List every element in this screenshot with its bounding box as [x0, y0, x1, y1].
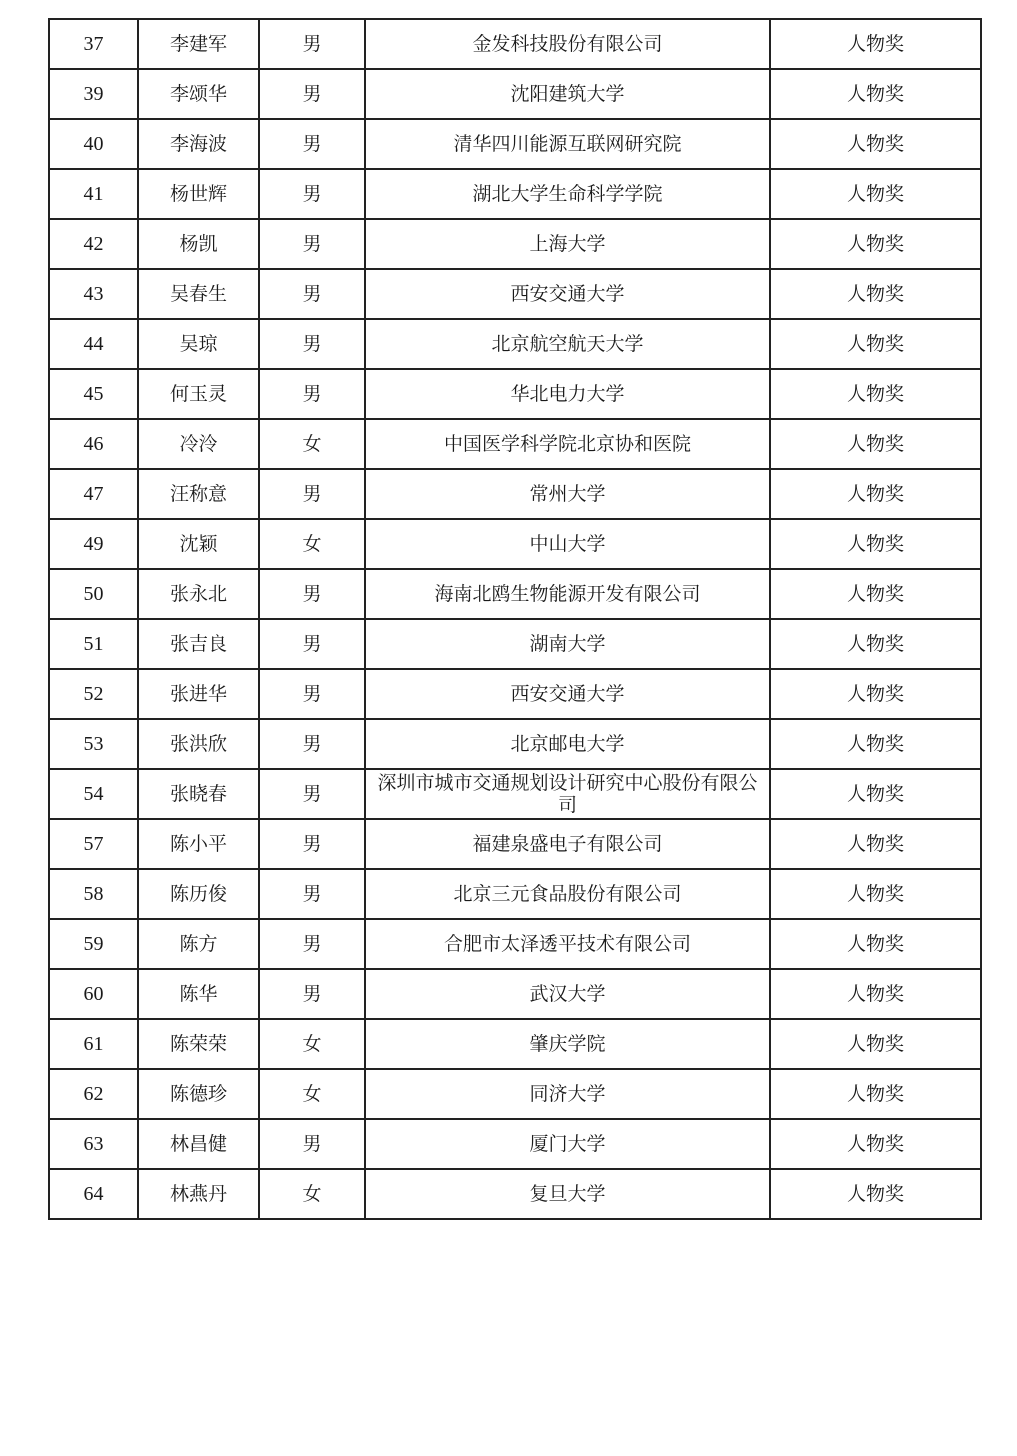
row-number: 37	[49, 19, 138, 69]
award-type: 人物奖	[770, 469, 981, 519]
award-type: 人物奖	[770, 169, 981, 219]
person-name: 陈华	[138, 969, 259, 1019]
row-number: 54	[49, 769, 138, 819]
organization: 西安交通大学	[365, 669, 770, 719]
award-type: 人物奖	[770, 769, 981, 819]
person-name: 陈小平	[138, 819, 259, 869]
award-type: 人物奖	[770, 869, 981, 919]
table-row	[49, 1169, 981, 1219]
person-name: 张永北	[138, 569, 259, 619]
table-row	[49, 719, 981, 769]
table-row	[49, 1069, 981, 1119]
organization: 湖北大学生命科学学院	[365, 169, 770, 219]
table-body	[49, 19, 981, 1219]
row-number: 51	[49, 619, 138, 669]
row-number: 44	[49, 319, 138, 369]
organization: 中山大学	[365, 519, 770, 569]
row-number: 47	[49, 469, 138, 519]
row-number: 43	[49, 269, 138, 319]
organization: 金发科技股份有限公司	[365, 19, 770, 69]
award-type: 人物奖	[770, 1069, 981, 1119]
organization: 北京航空航天大学	[365, 319, 770, 369]
organization: 深圳市城市交通规划设计研究中心股份有限公司	[365, 769, 770, 819]
organization: 北京邮电大学	[365, 719, 770, 769]
row-number: 60	[49, 969, 138, 1019]
gender: 男	[259, 869, 365, 919]
table-row	[49, 969, 981, 1019]
gender: 男	[259, 369, 365, 419]
gender: 男	[259, 19, 365, 69]
gender: 男	[259, 1119, 365, 1169]
gender: 女	[259, 1019, 365, 1069]
row-number: 63	[49, 1119, 138, 1169]
row-number: 59	[49, 919, 138, 969]
award-type: 人物奖	[770, 69, 981, 119]
organization: 合肥市太泽透平技术有限公司	[365, 919, 770, 969]
award-type: 人物奖	[770, 819, 981, 869]
person-name: 杨凯	[138, 219, 259, 269]
organization: 华北电力大学	[365, 369, 770, 419]
person-name: 沈颖	[138, 519, 259, 569]
organization: 武汉大学	[365, 969, 770, 1019]
organization: 海南北鸥生物能源开发有限公司	[365, 569, 770, 619]
row-number: 58	[49, 869, 138, 919]
award-type: 人物奖	[770, 669, 981, 719]
person-name: 吴琼	[138, 319, 259, 369]
row-number: 57	[49, 819, 138, 869]
gender: 男	[259, 569, 365, 619]
table-row	[49, 769, 981, 819]
table-row	[49, 319, 981, 369]
table-row	[49, 669, 981, 719]
person-name: 吴春生	[138, 269, 259, 319]
table-row	[49, 519, 981, 569]
table-row	[49, 169, 981, 219]
organization: 西安交通大学	[365, 269, 770, 319]
person-name: 张洪欣	[138, 719, 259, 769]
person-name: 冷泠	[138, 419, 259, 469]
row-number: 49	[49, 519, 138, 569]
organization: 湖南大学	[365, 619, 770, 669]
organization: 上海大学	[365, 219, 770, 269]
gender: 女	[259, 1169, 365, 1219]
gender: 男	[259, 619, 365, 669]
gender: 男	[259, 819, 365, 869]
person-name: 何玉灵	[138, 369, 259, 419]
table-row	[49, 619, 981, 669]
table-row	[49, 1019, 981, 1069]
gender: 男	[259, 669, 365, 719]
award-type: 人物奖	[770, 619, 981, 669]
person-name: 张进华	[138, 669, 259, 719]
person-name: 汪称意	[138, 469, 259, 519]
organization: 福建泉盛电子有限公司	[365, 819, 770, 869]
table-row	[49, 869, 981, 919]
person-name: 林燕丹	[138, 1169, 259, 1219]
gender: 男	[259, 169, 365, 219]
row-number: 42	[49, 219, 138, 269]
award-type: 人物奖	[770, 969, 981, 1019]
award-type: 人物奖	[770, 369, 981, 419]
row-number: 50	[49, 569, 138, 619]
organization: 中国医学科学院北京协和医院	[365, 419, 770, 469]
row-number: 45	[49, 369, 138, 419]
gender: 女	[259, 1069, 365, 1119]
gender: 男	[259, 719, 365, 769]
organization: 复旦大学	[365, 1169, 770, 1219]
award-type: 人物奖	[770, 19, 981, 69]
row-number: 40	[49, 119, 138, 169]
gender: 男	[259, 69, 365, 119]
organization: 清华四川能源互联网研究院	[365, 119, 770, 169]
table-row	[49, 1119, 981, 1169]
table-row	[49, 69, 981, 119]
person-name: 张吉良	[138, 619, 259, 669]
table-row	[49, 569, 981, 619]
gender: 女	[259, 519, 365, 569]
award-type: 人物奖	[770, 1119, 981, 1169]
award-list-table	[48, 18, 982, 1220]
award-type: 人物奖	[770, 319, 981, 369]
table-row	[49, 369, 981, 419]
table-row	[49, 219, 981, 269]
document-page	[48, 18, 982, 1220]
award-type: 人物奖	[770, 1019, 981, 1069]
organization: 常州大学	[365, 469, 770, 519]
award-type: 人物奖	[770, 419, 981, 469]
row-number: 41	[49, 169, 138, 219]
award-type: 人物奖	[770, 569, 981, 619]
organization: 同济大学	[365, 1069, 770, 1119]
row-number: 64	[49, 1169, 138, 1219]
table-row	[49, 419, 981, 469]
person-name: 杨世辉	[138, 169, 259, 219]
gender: 男	[259, 319, 365, 369]
gender: 女	[259, 419, 365, 469]
table-row	[49, 119, 981, 169]
award-type: 人物奖	[770, 1169, 981, 1219]
row-number: 61	[49, 1019, 138, 1069]
table-row	[49, 819, 981, 869]
award-type: 人物奖	[770, 519, 981, 569]
person-name: 陈德珍	[138, 1069, 259, 1119]
person-name: 林昌健	[138, 1119, 259, 1169]
person-name: 李建军	[138, 19, 259, 69]
table-row	[49, 19, 981, 69]
gender: 男	[259, 769, 365, 819]
row-number: 53	[49, 719, 138, 769]
organization: 厦门大学	[365, 1119, 770, 1169]
person-name: 张晓春	[138, 769, 259, 819]
gender: 男	[259, 919, 365, 969]
organization: 北京三元食品股份有限公司	[365, 869, 770, 919]
award-type: 人物奖	[770, 269, 981, 319]
gender: 男	[259, 119, 365, 169]
gender: 男	[259, 969, 365, 1019]
row-number: 52	[49, 669, 138, 719]
organization: 沈阳建筑大学	[365, 69, 770, 119]
award-type: 人物奖	[770, 119, 981, 169]
person-name: 陈方	[138, 919, 259, 969]
table-row	[49, 469, 981, 519]
organization: 肇庆学院	[365, 1019, 770, 1069]
gender: 男	[259, 269, 365, 319]
row-number: 39	[49, 69, 138, 119]
table-row	[49, 269, 981, 319]
gender: 男	[259, 219, 365, 269]
row-number: 62	[49, 1069, 138, 1119]
person-name: 陈荣荣	[138, 1019, 259, 1069]
award-type: 人物奖	[770, 719, 981, 769]
table-row	[49, 919, 981, 969]
gender: 男	[259, 469, 365, 519]
person-name: 李颂华	[138, 69, 259, 119]
award-type: 人物奖	[770, 919, 981, 969]
award-type: 人物奖	[770, 219, 981, 269]
person-name: 李海波	[138, 119, 259, 169]
row-number: 46	[49, 419, 138, 469]
person-name: 陈历俊	[138, 869, 259, 919]
